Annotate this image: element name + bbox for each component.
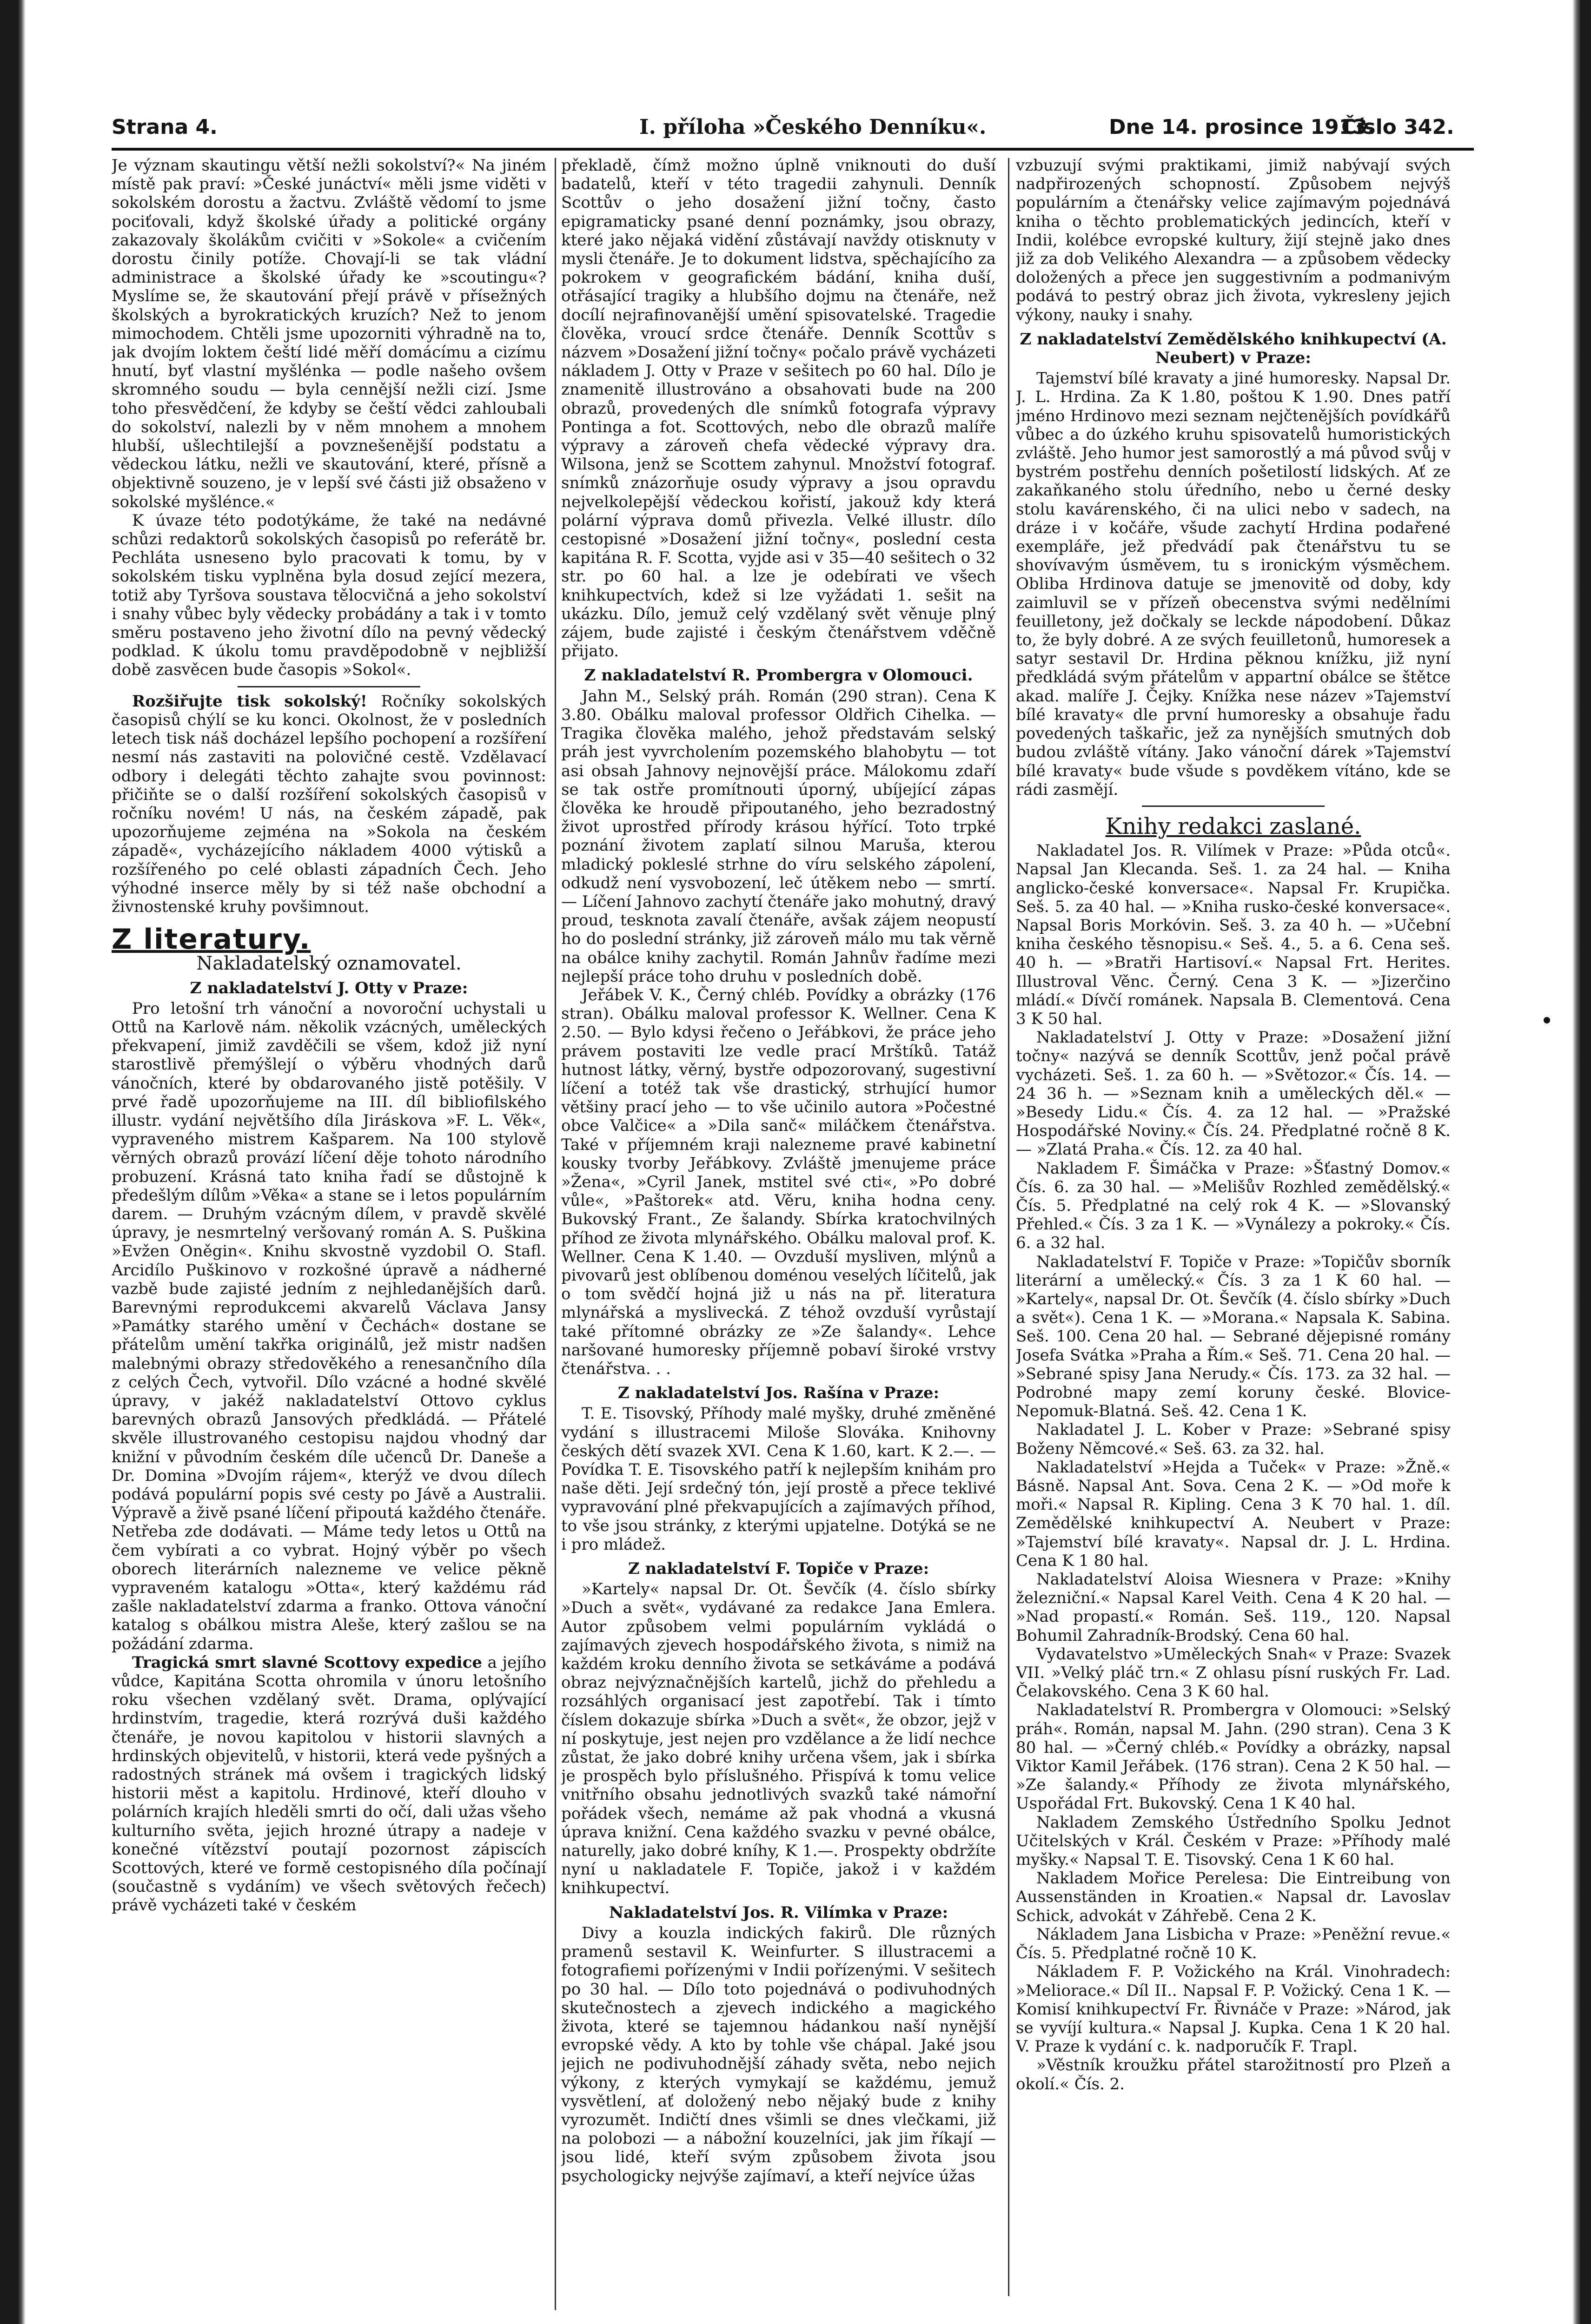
paragraph-lead: Rozšiřujte tisk sokolský! xyxy=(132,692,367,711)
article-paragraph: K úvaze této podotýkáme, že také na nedávné schůzi redaktorů sokolských časopisů po referátě br. Pechláta usneseno bylo pracovati k tomu, by v sokolském tisku vyplněna byla dosud zející mezera, totiž aby Tyršova soustava tělocvičná a jeho sokolství i snahy vůbec byly vědecky probádány a tak i v tomto směru postaveno jeho životní dílo na pevný vědecký podklad. K úkolu tomu pravděpodobně v nejbližší době zasvěcen bude časopis »Sokol«. xyxy=(112,511,546,680)
column-1 xyxy=(112,156,546,2304)
column-divider xyxy=(555,158,556,2310)
listing-paragraph: Nakladatelství F. Topiče v Praze: »Topičův sborník literární a umělecký.« Čís. 3 za 1 K 60 hal. — »Kartely«, napsal Dr. Ot. Ševčík (4. číslo sbírky »Duch a svět«). Cena 1 K. — »Morana.« Napsala K. Sabina. Seš. 100. Cena 20 hal. — Sebrané dějepisné romány Josefa Svátka »Praha a Řím.« Seš. 71. Cena 20 hal. — »Sebrané spisy Jana Nerudy.« Čís. 173. za 32 hal. — Podrobné mapy zemí koruny české. Blovice-Nepomuk-Blatná. Seš. 42. Cena 1 K. xyxy=(1016,1252,1451,1421)
margin-dot xyxy=(1544,1017,1550,1023)
listing-paragraph: Nakladatel J. L. Kober v Praze: »Sebrané spisy Boženy Němcové.« Seš. 63. za 32. hal. xyxy=(1016,1420,1451,1458)
publisher-heading: Z nakladatelství J. Otty v Praze: xyxy=(190,978,468,997)
page-number: Strana 4. xyxy=(112,115,218,139)
listing-paragraph: Nakladatelství Aloisa Wiesnera v Praze: »Knihy železniční.« Napsal Karel Veith. Cena 4 K 20 hal. — »Nad propastí.« Román. Seš. 119., 120. Napsal Bohumil Zahradník-Brodský. Cena 60 hal. xyxy=(1016,1570,1451,1645)
article-paragraph: Jahn M., Selský práh. Román (290 stran). Cena K 3.80. Obálku maloval professor Oldřich Cihelka. — Tragika člověka malého, jehož představám selský práh jest vyvrcholením pozemského blahobytu — tot asi obsah Jahnovy nejnovější práce. Málokomu zdaří se tak ostře promítnouti úporný, ubíjející zápas člověka ke hroudě připoutaného, jeho bezradostný život uprostřed přírody krásou hýřící. Toto trpké poznání životem zaplatí silnou Maruša, kterou mladický pokleslé strhne do víru selského zápolení, odkudž není vysvobození, leč útěkem nebo — smrtí. — Líčení Jahnovo zachytí čtenáře jako mohutný, dravý proud, tesknota zavalí čtenáře, avšak zájem neopustí ho do poslední stránky, již zároveň málo mu tak věrně na obálce knihy zachytil. Román Jahnův řadíme mezi nejlepší práce toho druhu v posledních době. xyxy=(561,687,996,986)
listing-paragraph: Vydavatelstvo »Uměleckých Snah« v Praze: Svazek VII. »Velký pláč trn.« Z ohlasu písní ruských Fr. Lad. Čelakovského. Cena 3 K 60 hal. xyxy=(1016,1644,1451,1701)
section-title: Z literatury. xyxy=(112,923,311,956)
issue-number: Číslo 342. xyxy=(1341,115,1454,139)
listing-paragraph: Nákladem F. P. Vožického na Král. Vinohradech: »Meliorace.« Díl II.. Napsal F. P. Vožický. Cena 1 K. — Komisí knihkupectví Fr. Řivnáče v Praze: »Národ, jak se vyvíjí kultura.« Napsal J. Kupka. Cena 1 K 20 hal. V. Praze k vydání c. k. nadporučík F. Trapl. xyxy=(1016,1962,1451,2056)
publisher-heading: Nakladatelství Jos. R. Vilímka v Praze: xyxy=(609,1903,948,1922)
article-paragraph: Jeřábek V. K., Černý chléb. Povídky a obrázky (176 stran). Obálku maloval professor K. Wellner. Cena K 2.50. — Bylo kdysi řečeno o Jeřábkovi, že práce jeho právem postaviti lze vedle prací Mrštíků. Tatáž hutnost látky, věrný, bystře odpozorovaný, sugestivní líčení a totéž tak vše drastický, strhující humor většiny prací jeho — to vše učinilo autora »Počestné obce Valčice« a »Dila sanč« miláčkem čtenářstva. Také v příjemném kraji nalezneme pravé kabinetní kousky tvorby Jeřábkovy. Zvláště jmenujeme práce »Žena«, »Cyril Janek, mstitel své cti«, »Po dobré vůle«, »Paštorek« atd. Věru, kniha hodna ceny. Bukovský Frant., Ze šalandy. Sbírka kratochvilných příhod ze života mlynářského. Obálku maloval prof. K. Wellner. Cena K 1.40. — Ovzduší mysliven, mlýnů a pivovarů jest oblíbenou doménou veselých líčitelů, jak o tom svědčí hojná již u nás na př. literatura mlynářská a myslivecká. Z téhož ovzduší vyrůstají také přítomné obrázky ze »Ze šalandy«. Lehce naršované humoresky příjemně pobaví široké vrstvy čtenářstva. . . xyxy=(561,985,996,1378)
paragraph-lead: Tragická smrt slavné Scottovy expedice xyxy=(132,1653,483,1672)
header-rule xyxy=(112,148,1474,151)
column-divider xyxy=(1008,158,1009,2296)
publisher-heading: Z nakladatelství Zemědělského knihkupectví (A. Neubert) v Praze: xyxy=(1020,330,1447,368)
listing-paragraph: »Věstník kroužku přátel starožitností pro Plzeň a okolí.« Čís. 2. xyxy=(1016,2056,1451,2093)
listing-paragraph: Nakladatelství J. Otty v Praze: »Dosažení jižní točny« nazývá se denník Scottův, jenž počal právě vycházeti. Seš. 1. za 60 h. — »Světozor.« Čís. 14. — 24 36 h. — »Seznam knih a uměleckých děl.« — »Besedy Lidu.« Čís. 4. za 12 hal. — »Pražské Hospodářské Noviny.« Čís. 24. Předplatné ročně 8 K. — »Zlatá Praha.« Čís. 12. za 40 hal. xyxy=(1016,1028,1451,1159)
section-divider xyxy=(1142,805,1325,807)
article-paragraph: »Kartely« napsal Dr. Ot. Ševčík (4. číslo sbírky »Duch a svět«, vydávané za redakce Jana Emlera. Autor způsobem velmi populárním vykládá o zajímavých zjevech hospodářského života, s nimiž na každém kroku denního života se setkáváme a podává obraz nejvýznačnějších kartelů, jichž do přehledu a rozsáhlých organisací jest zapotřebí. Tak i tímto číslem dokazuje sbírka »Duch a svět«, že obzor, jejž v ní poskytuje, jest nejen pro vzdělance a že lidí nechce zůstat, že jako dobré knihy určena všem, jak i sbírka je prospěch bylo příslušného. Přispívá k tomu velice vnitřního obsahu jednotlivých svazků také námořní pořádek všech, nemáme až pak vhodná a vkusná úprava knižní. Cena každého svazku v pevné obálce, naturelly, jako dobré kníhy, K 1.—. Prospekty obdržíte nyní u nakladatele F. Topiče, jakož i v každém knihkupectví. xyxy=(561,1580,996,1898)
listing-paragraph: Nakladatelství »Hejda a Tuček« v Praze: »Žně.« Básně. Napsal Ant. Sova. Cena 2 K. — »Od moře k moři.« Napsal R. Kipling. Cena 3 K 70 hal. 1. díl. Zemědělské knihkupectví A. Neubert v Praze: »Tajemství bílé kravaty«. Napsal dr. J. L. Hrdina. Cena K 1 80 hal. xyxy=(1016,1458,1451,1570)
column-2 xyxy=(561,156,996,2294)
section-title: Knihy redakci zaslané. xyxy=(1105,813,1361,839)
article-paragraph: vzbuzují svými praktikami, jimiž nabývají svých nadpřirozených schopností. Způsobem nejvýš populárním a čtenářsky velice zajímavým pojednává kniha o těchto problematických jedincích, kteří v Indii, kolébce evropské kultury, žijí stejně jako dnes již za dob Velikého Alexandra — a způsobem vědecky doložených a přece jen suggestivním a podmanivým podává to pestrý obraz jich života, vykresleny jejich výkony, nauky i snahy. xyxy=(1016,156,1451,324)
supplement-title: I. příloha »Českého Denníku«. xyxy=(639,115,987,139)
listing-paragraph: Nakladatelství R. Prombergra v Olomouci: »Selský práh«. Román, napsal M. Jahn. (290 stran). Cena 3 K 80 hal. — »Černý chléb.« Povídky a obrázky, napsal Viktor Kamil Jeřábek. (176 stran). Cena 2 K 50 hal. — »Ze šalandy.« Příhody ze života mlynářského, Uspořádal Frt. Bukovský. Cena 1 K 40 hal. xyxy=(1016,1701,1451,1813)
listing-paragraph: Nakladem Zemského Ústředního Spolku Jednot Učitelských v Král. Českém v Praze: »Příhody malé myšky.« Napsal T. E. Tisovský. Cena 1 K 60 hal. xyxy=(1016,1813,1451,1869)
listing-paragraph: Nakladem F. Šimáčka v Praze: »Šťastný Domov.« Čís. 6. za 30 hal. — »Melišův Rozhled zemědělský.« Čís. 5. Předplatné na celý rok 4 K. — »Slovanský Přehled.« Čís. 3 za 1 K. — »Vynálezy a pokroky.« Čís. 6. a 32 hal. xyxy=(1016,1159,1451,1253)
publisher-heading: Z nakladatelství Jos. Rašína v Praze: xyxy=(617,1384,940,1403)
listing-paragraph: Nákladem Jana Lisbicha v Praze: »Peněžní revue.« Čís. 5. Předplatné ročně 10 K. xyxy=(1016,1925,1451,1963)
article-paragraph: T. E. Tisovský, Příhody malé myšky, druhé změněné vydání s illustracemi Miloše Slováka. Knihovny českých dětí svazek XVI. Cena K 1.60, kart. K 2.—. — Povídka T. E. Tisovského patří k nejlepším knihám pro naše děti. Její srdečný tón, její prostě a přece teklivé vypravování plné překvapujících a zajímavých příhod, to vše jsou stránky, z kterými upjatelne. Dotýká se ne i pro mládež. xyxy=(561,1404,996,1554)
article-paragraph: Tajemství bílé kravaty a jiné humoresky. Napsal Dr. J. L. Hrdina. Za K 1.80, poštou K 1.90. Dnes patří jméno Hrdinovo mezi seznam nejčtenějších povídkářů vůbec a do úzkého kruhu spisovatelů humoristických zvláště. Jeho humor jest samorostlý a má původ svůj v bystrém postřehu denních pošetilostí lidských. Ať ze zakaňkaného stolu úředního, nebo u černé desky stolu kavárenského, či na ulici nebo v sadech, na dráze i v kočáře, všude zachytí Hrdina podařené exempláře, jež předvádí pak čtenářstvu tu se shovívavým úsměvem, tu s ironickým výsměchem. Obliba Hrdinova datuje se jmenovitě od doby, kdy zaimluvil se v přízeň obecenstva svými nedělními feuilletony, jež dočkaly se leckde nápodobení. Důkaz to, že byly dobré. A ze svých feuilletonů, humoresek a satyr sestavil Dr. Hrdina pěknou knížku, již nyní předkládá svým přátelům v appartní obálce se štětce akad. malíře J. Čejky. Knížka nese název »Tajemství bílé kravaty« dle první humoresky a obsahuje řadu povedených taškařic, jež za nynějších smutných dob budou zvláště vítány. Jako vánoční dárek »Tajemství bílé kravaty« bude všude s povděkem vítáno, kde se rádi zasmějí. xyxy=(1016,369,1451,799)
paragraph-body: a jejího vůdce, Kapitána Scotta ohromila v únoru letošního roku všechen vzdělaný svět. Drama, oplývající hrdinstvím, tragedie, která rozrývá duši každého čtenáře, je novou kapitolou v historii slavných a hrdinských objevitelů, v historii, která vede pyšných a radostných stránek má ovšem i tragických lidský historii měst a kapitolu. Hrdinové, kteří dlouho v polárních krajích hleděli smrti do očí, dali užas všeho kulturního světa, jejich hrozné útrapy a nadeje v konečné vítězství poutají pozornost zápiscích Scottových, které ve formě cestopisného díla počínají (součastně s vydáním) ve všech světových řečech) právě vycházeti také v českém xyxy=(112,1653,546,1915)
section-divider xyxy=(238,686,420,687)
article-paragraph: překladě, čímž možno úplně vniknouti do duší badatelů, kteří v této tragedii zahynuli. Denník Scottův o jeho dosažení jižní točny, často epigramaticky psané denní poznámky, jsou obrazy, které jako nějaká vidění zůstávají navždy otisknuty v mysli čtenáře. Je to dokument lidstva, spěchajícího za pokrokem v geografickém bádání, kniha duší, otřásající tragiky a hlubšího dojmu na čtenáře, než docílí nejrafinovanější umění spisovatelské. Tragedie člověka, vroucí srdce čtenáře. Denník Scottův s názvem »Dosažení jižní točny« počalo právě vycházeti nákladem J. Otty v Praze v sešitech po 60 hal. Dílo je znamenitě illustrováno a obsahovati bude na 200 obrazů, provedených dle snímků fotografa výpravy Pontinga a fot. Scottových, nebo dle obrazů malíře výpravy a zároveň chefa vědecké výpravy dra. Wilsona, jenž se Scottem zahynul. Množství fotograf. snímků znázorňuje osudy výpravy a jsou opravdu nejvelkolepější vědeckou kořistí, jakouž kdy která polární výprava domů přivezla. Velké illustr. dílo cestopisné »Dosažení jižní točny«, poslední cesta kapitána R. F. Scotta, vyjde asi v 35—40 sešitech o 32 str. po 60 hal. a lze je odebírati ve všech knihkupectvích, kdež si lze vyžádati 1. sešit na ukázku. Dílo, jemuž celý vzdělaný svět věnuje plný zájem, bude zajisté i českým čtenářstvem vděčně přijato. xyxy=(561,156,996,661)
paragraph-body: Ročníky sokolských časopisů chýlí se ku konci. Okolnost, že v posledních letech tisk náš docházel lepšího pochopení a rozšíření nesmí nás zastaviti na polovičné cestě. Vzdělavací odbory i delegáti těchto zahajte svou povinnost: přičiňte se o další rozšíření sokolských časopisů v ročníku novém! U nás, na českém západě, pak upozorňujeme zejména na »Sokola na českém západě«, vycházejícího nákladem 4000 výtisků a rozšířeného po celé oblasti západních Čech. Jeho výhodné inserce měly by si též naše obchodní a živnostenské kruhy povšimnout. xyxy=(112,692,546,916)
scan-edge-left xyxy=(0,0,26,2324)
article-paragraph: Divy a kouzla indických fakirů. Dle různých pramenů sestavil K. Weinfurter. S illustracemi a fotografiemi pořízenými v Indii pořízenými. V sešitech po 30 hal. — Dílo toto pojednává o podivuhodných skutečnostech a zjevech indického a magického života, které se tajemnou hádankou naší nynější evropské vědy. A kto by tohle vše chápal. Jaké jsou jejich ne podivuhodnější záhady světa, nebo nejich výkony, z kterých vymykají se každému, jemuž vysvětlení, ať doložený nebo nějaký bude z knihy vyrozumět. Indičtí dnes všimli se dnes vlečkami, již na polobozi — a nábožní kouzelníci, jak jim říkají — jsou lidé, kteří svým způsobem života jsou psychologicky nejvýše zajímaví, a kteří nejvíce úžas xyxy=(561,1923,996,2185)
page-header xyxy=(112,115,1474,146)
scan-edge-right xyxy=(1572,0,1591,2324)
column-3 xyxy=(1016,156,1451,2294)
article-paragraph: Pro letošní trh vánoční a novoroční uchystali u Ottů na Karlově nám. několik vzácných, uměleckých překvapení, jimiž zavděčili se všem, kdož již nyní starostlivě přemýšlejí o výběru vhodných darů vánočních, které by obdarovaného jistě potěšily. V prvé řadě upozorňujeme na III. díl bibliofilského illustr. vydání největšího díla Jiráskova »F. L. Věk«, vypraveného mistrem Kašparem. Na 100 stylově věrných obrazů provází líčení děje tohoto národního probuzení. Krásná tato kniha řadí se důstojně k předešlým dílům »Věka« a stane se i letos populárním darem. — Druhým vzácným dílem, v pravdě skvělé úpravy, je nesmrtelný veršovaný román A. S. Puškina »Evžen Oněgin«. Knihu skvostně vyzdobil O. Stafl. Arcidílo Puškinovo v rozkošné úpravě a nádherné vazbě bude zajisté jedním z nejhledanějších darů. Barevnými reprodukcemi akvarelů Václava Jansy »Památky starého umění v Čechách« dostane se přátelům umění takřka originálů, jež mistr nadšen malebnými obrazy středověkého a renesančního díla z celých Čech, vytvořil. Dílo vzácné a hodné skvělé úpravy, v jakéž nakladatelství Ottovo cyklus barevných obrazů Jansových předkládá. — Přátelé skvěle illustrovaného cestopisu najdou vhodný dar knižní v původním českém díle učenců Dr. Daneše a Dr. Domina »Dvojím rájem«, kterýž ve dvou dílech podává populární popis své cesty po Jávě a Australii. Výpravě a živě psané líčení připoutá každého čtenáře. Netřeba zde dodávati. — Máme tedy letos u Ottů na čem vybírati a co vybrat. Hojný výběr po všech oborech literárních nalezneme ve velice pěkně vypraveném katalogu »Otta«, který každému rád zašle nakladatelství zdarma a franko. Ottova vánoční katalog s obálkou mistra Aleše, který zašlou se na požádání zdarma. xyxy=(112,999,546,1653)
article-paragraph xyxy=(112,1653,546,1915)
publisher-heading: Z nakladatelství F. Topiče v Praze: xyxy=(628,1559,929,1578)
article-paragraph xyxy=(112,692,546,916)
section-subtitle: Nakladatelský oznamovatel. xyxy=(196,953,462,975)
listing-paragraph: Nakladatel Jos. R. Vilímek v Praze: »Půda otců«. Napsal Jan Klecanda. Seš. 1. za 24 hal. — Kniha anglicko-české konversace«. Napsal Fr. Krupička. Seš. 5. za 40 hal. — »Kniha rusko-české konversace«. Napsal Boris Morkóvin. Seš. 3. za 40 h. — »Učební kniha českého těsnopisu.« Seš. 4., 5. a 6. Cena seš. 40 h. — »Bratři Hartisoví.« Napsal Frt. Herites. Illustroval Věnc. Černý. Cena 3 K. — »Jizerčino mládí.« Dívčí románek. Napsala B. Clementová. Cena 3 K 50 hal. xyxy=(1016,841,1451,1028)
publisher-heading: Z nakladatelství R. Prombergra v Olomouci. xyxy=(584,666,973,685)
issue-date: Dne 14. prosince 1913. xyxy=(1109,115,1375,139)
article-paragraph: Je význam skautingu větší nežli sokolství?« Na jiném místě pak praví: »České junáctví« měli jsme viděti v sokolském dorostu a žactvu. Zvláště vědomí to jsme pociťovali, když školské úřady a politické orgány zakazovaly školákům cvičiti v »Sokole« a cvičením dorostu činily potíže. Chovají-li se tak vládní administrace a školské úřady ke »scoutingu«? Myslíme se, že skautování přejí právě v přísežných školských a byrokratických kruzích? Než to jenom mimochodem. Chtěli jsme upozorniti výhradně na to, jak dvojím loktem čeští lidé měří domácímu a cizímu hnutí, byť vlastní myšlénka — podle našeho ovšem skromného soudu — byla cennější nežli cizí. Jsme toho přesvědčení, že kdyby se čeští vědci zahloubali do sokolství, nalezli by v něm mnohem a mnohem hlubší, ušlechtilejší a povznešenější podstatu a vědeckou látku, nežli ve skautování, které, přísně a objektivně souzeno, je v lepší své části již obsaženo v sokolské myšlénce.« xyxy=(112,156,546,511)
listing-paragraph: Nakladem Mořice Perelesa: Die Eintreibung von Aussenständen in Kroatien.« Napsal dr. Lavoslav Schick, advokát v Záhřebě. Cena 2 K. xyxy=(1016,1869,1451,1925)
